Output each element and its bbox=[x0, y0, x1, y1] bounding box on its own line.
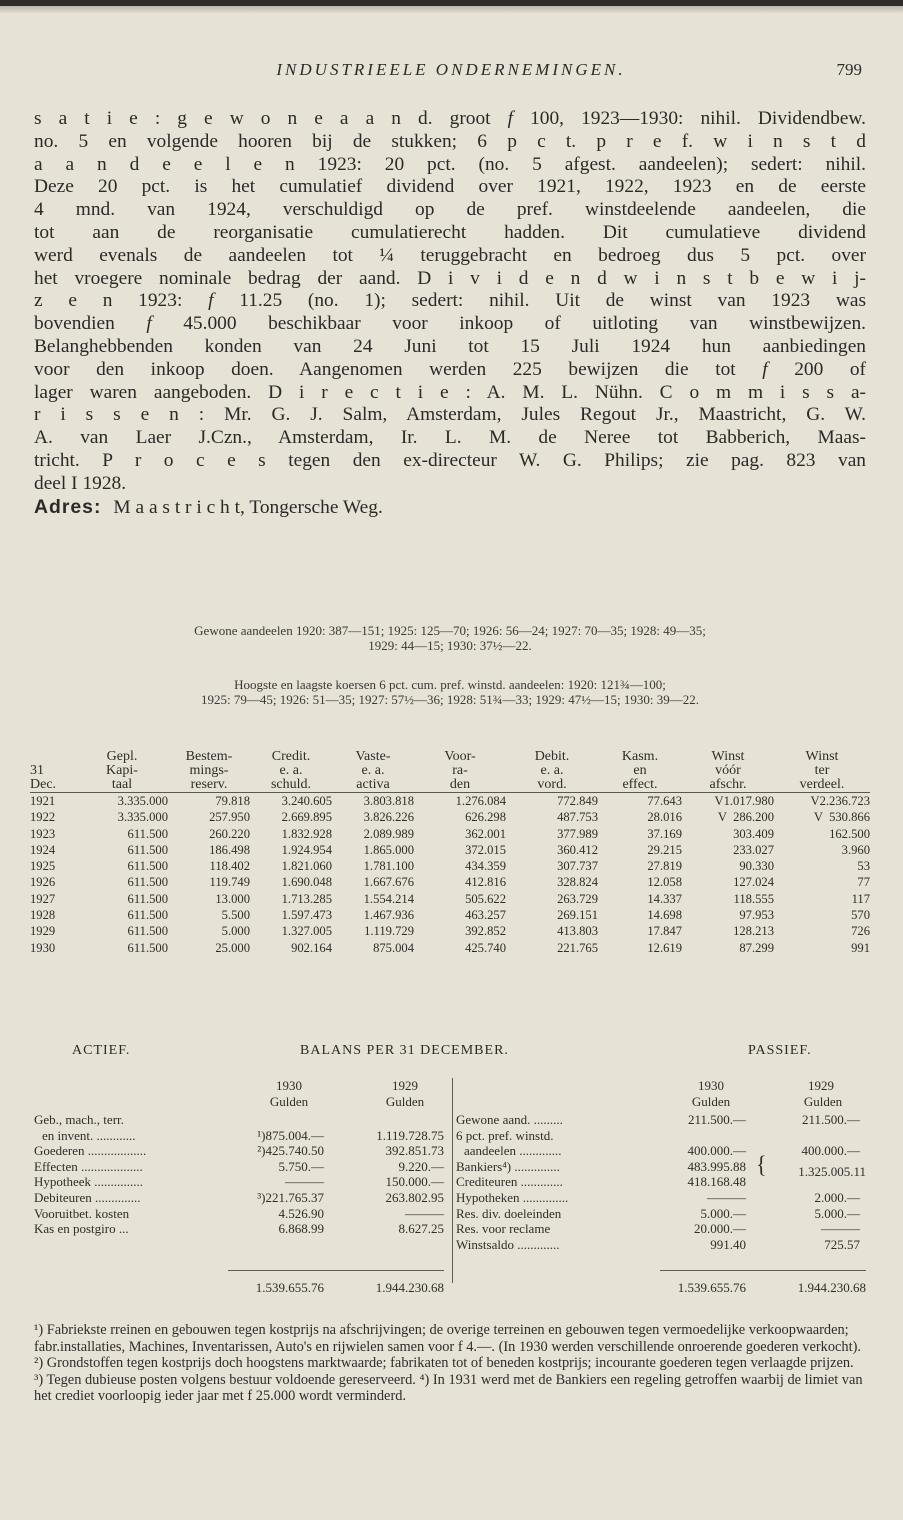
table-cell: 260.220 bbox=[209, 826, 250, 841]
balans-row bbox=[34, 1174, 454, 1189]
footnotes: ¹) Fabriekste rreinen en gebouwen tegen kostprijs na afschrijvingen; de overige terreinen en gebouwen tegen vermoedelijke verkoopwaarden; fabr.installaties, Machines, Inventarissen, Auto's en rijwielen samen voor f 4.—. (In 1930 werden verschillende onroerende goederen verkocht). ²) Grondstoffen tegen kostprijs doch hoogstens marktwaarde; fabrikaten tot of beneden kostprijs; incourante goederen tegen verlaagde prijzen. ³) Tegen dubieuse posten volgens bestuur voldoende gereserveerd. ⁴) In 1931 werd met de Bankiers een regeling getroffen waarbij de limiet van het crediet voorloopig ieder jaar met f 25.000 wordt verminderd. bbox=[34, 1322, 863, 1404]
table-cell: 611.500 bbox=[127, 875, 168, 890]
table-cell: 1.276.084 bbox=[455, 794, 506, 808]
body-line bbox=[34, 450, 866, 473]
actief-total-1929: 1.944.230.68 bbox=[375, 1280, 444, 1295]
body-line bbox=[34, 154, 866, 177]
body-text-segment: 4 mnd. van 1924, verschuldigd op de pref. winstdeelende aandeelen, die bbox=[34, 199, 866, 221]
body-text-segment: 45.000 beschikbaar voor inkoop of uitloting van winstbewijzen. bbox=[151, 313, 866, 335]
balans-row bbox=[34, 1190, 454, 1205]
table-cell: 1.924.954 bbox=[281, 842, 332, 857]
table-cell: 505.622 bbox=[465, 891, 506, 906]
body-text-segment: f bbox=[762, 358, 768, 380]
body-text-segment: A. van Laer J.Czn., Amsterdam, Ir. L. M. de Neree tot Babberich, Maas- bbox=[34, 427, 866, 449]
table-cell: 14.698 bbox=[647, 908, 682, 923]
table-year-cell: 1921 bbox=[30, 794, 56, 808]
table-year-cell: 1926 bbox=[30, 875, 56, 890]
balans-label: Gewone aand. ......... bbox=[456, 1112, 563, 1127]
body-line bbox=[34, 199, 866, 222]
table-cell: 377.989 bbox=[557, 826, 598, 841]
table-row bbox=[30, 826, 870, 842]
balans-label: 6 pct. pref. winstd. bbox=[456, 1127, 554, 1143]
body-line bbox=[34, 313, 866, 336]
body-line bbox=[34, 382, 866, 405]
table-cell: 425.740 bbox=[465, 940, 506, 955]
table-header-cell: Kasm. bbox=[621, 749, 659, 764]
balans-value-1929: 400.000.— bbox=[801, 1143, 860, 1159]
table-cell: 1.597.473 bbox=[281, 908, 332, 923]
table-cell: V 530.866 bbox=[813, 810, 870, 825]
table-header-cell: verdeel. bbox=[774, 778, 870, 793]
balans-row bbox=[456, 1206, 870, 1221]
body-line bbox=[34, 268, 866, 291]
body-text-segment: 11.25 (no. 1); sedert: nihil. Uit de winst van 1923 was bbox=[213, 290, 866, 312]
balans-value-1930: 20.000.— bbox=[694, 1221, 746, 1237]
table-cell: 263.729 bbox=[557, 891, 598, 906]
balans-row bbox=[34, 1112, 454, 1127]
table-year-cell: 1927 bbox=[30, 891, 56, 906]
koersen-pref-line2: 1925: 79—45; 1926: 51—35; 1927: 57½—36; 1928: 51¾—33; 1929: 47½—15; 1930: 39—22. bbox=[201, 692, 699, 707]
balans-value-1929: ——— bbox=[821, 1221, 860, 1237]
table-row bbox=[30, 842, 870, 858]
table-cell: 413.803 bbox=[557, 924, 598, 939]
body-text-segment: Belanghebbenden konden van 24 Juni tot 15 Juli 1924 hun aanbiedingen bbox=[34, 335, 866, 357]
table-header-cell: Winst bbox=[711, 749, 745, 764]
table-year-cell: 1929 bbox=[30, 924, 56, 939]
table-header-cell: activa bbox=[332, 778, 414, 793]
table-year-cell: 1925 bbox=[30, 859, 56, 874]
body-text-segment: groot bbox=[432, 108, 508, 129]
balans-label: Hypotheek ............... bbox=[34, 1174, 144, 1190]
table-header-cell: mings- bbox=[189, 763, 229, 778]
table-header-cell: Credit. bbox=[271, 749, 311, 764]
balans-label: Debiteuren .............. bbox=[34, 1190, 141, 1205]
table-header-cell: schuld. bbox=[250, 778, 332, 793]
passief-unit-1929: Gulden bbox=[803, 1094, 843, 1109]
body-text-segment: 200 of bbox=[767, 358, 866, 380]
table-cell: 1.467.936 bbox=[363, 908, 414, 923]
bankiers-crediteuren-1929: 1.325.005.11 bbox=[798, 1164, 866, 1179]
scan-top-shade bbox=[0, 6, 903, 14]
actief-total-rule bbox=[228, 1270, 444, 1271]
table-row bbox=[30, 940, 870, 956]
table-cell: V2.236.723 bbox=[810, 794, 870, 808]
balans-title: BALANS PER 31 DECEMBER. bbox=[300, 1043, 509, 1058]
table-header-cell: Winst bbox=[805, 749, 839, 764]
body-text-segment: deel I 1928. bbox=[34, 472, 127, 494]
table-header-cell: den bbox=[414, 778, 506, 793]
table-cell: 17.847 bbox=[647, 924, 682, 939]
table-header-cell: Bestem- bbox=[185, 749, 233, 764]
balans-label: aandeelen ............. bbox=[464, 1143, 562, 1159]
table-cell: 1.781.100 bbox=[363, 859, 414, 874]
table-cell: 1.119.729 bbox=[364, 924, 414, 939]
table-cell: 117 bbox=[851, 891, 870, 906]
table-cell: 119.749 bbox=[209, 875, 250, 890]
body-text-segment: 1923: bbox=[112, 290, 209, 312]
passief-year-1929: 1929 bbox=[808, 1078, 834, 1093]
table-cell: V1.017.980 bbox=[714, 794, 774, 808]
body-text-segment: lager waren aangeboden. bbox=[34, 381, 252, 403]
balans-value-1929: 211.500.— bbox=[801, 1112, 860, 1127]
table-header-cell: Dec. bbox=[30, 778, 76, 793]
table-header-cell: e. a. bbox=[540, 763, 564, 778]
table-cell: 12.619 bbox=[647, 940, 682, 955]
page-header bbox=[36, 60, 866, 84]
table-cell: 90.330 bbox=[739, 859, 774, 874]
table-header-cell: afschr. bbox=[682, 778, 774, 793]
table-header-cell: Voor- bbox=[444, 749, 476, 764]
table-cell: 1.327.005 bbox=[281, 924, 332, 939]
table-cell: 29.215 bbox=[647, 842, 682, 857]
body-line bbox=[34, 222, 866, 245]
balans-value-1930: 211.500.— bbox=[687, 1112, 746, 1127]
balans-value-1929: 5.000.— bbox=[814, 1205, 860, 1221]
body-text-segment: 100, 1923—1930: nihil. Dividendbew. bbox=[513, 108, 866, 129]
table-cell: 570 bbox=[851, 908, 870, 923]
body-text-segment: Mr. G. J. Salm, Amsterdam, Jules Regout Jr., Maastricht, G. W. bbox=[204, 404, 867, 426]
table-header-cell bbox=[30, 750, 76, 764]
table-cell: 5.500 bbox=[221, 908, 250, 923]
balans-value-1930: 400.000.— bbox=[687, 1143, 746, 1159]
passief-unit-1930: Gulden bbox=[691, 1094, 731, 1109]
body-line bbox=[34, 359, 866, 382]
table-row bbox=[30, 907, 870, 923]
balans-value-1929: 1.119.728.75 bbox=[376, 1127, 444, 1143]
balans-label: Hypotheken .............. bbox=[456, 1190, 569, 1205]
table-cell: 611.500 bbox=[127, 924, 168, 939]
body-text-segment: z e n bbox=[34, 290, 113, 312]
table-cell: 127.024 bbox=[733, 875, 774, 890]
adres-street: Tongersche Weg. bbox=[244, 496, 383, 518]
koersen-pref bbox=[34, 677, 866, 707]
table-header-cell: reserv. bbox=[168, 778, 250, 793]
table-cell: 611.500 bbox=[127, 826, 168, 841]
table-header-cell: ter bbox=[814, 763, 830, 778]
table-cell: 118.555 bbox=[733, 891, 774, 906]
adres-label: Adres: bbox=[34, 495, 102, 518]
table-cell: 307.737 bbox=[557, 859, 598, 874]
table-cell: 28.016 bbox=[647, 810, 682, 825]
body-text-segment: p c t. bbox=[486, 130, 577, 152]
table-cell: 269.151 bbox=[557, 908, 598, 923]
balans-value-1929: 725.57 bbox=[824, 1236, 860, 1252]
table-cell: 77.643 bbox=[647, 794, 682, 808]
table-cell: 1.713.285 bbox=[281, 891, 332, 906]
body-line bbox=[34, 427, 866, 450]
table-cell: 162.500 bbox=[829, 826, 870, 841]
balans-label: Crediteuren ............. bbox=[456, 1174, 563, 1190]
table-row bbox=[30, 858, 870, 874]
koersen-gewone-line2: 1929: 44—15; 1930: 37½—22. bbox=[368, 638, 532, 653]
table-cell: 3.826.226 bbox=[363, 810, 414, 825]
table-cell: 611.500 bbox=[127, 891, 168, 906]
balans-value-1930: 5.750.— bbox=[278, 1158, 324, 1174]
adres-line bbox=[34, 496, 866, 520]
balans-row bbox=[456, 1221, 870, 1236]
balans-label: Effecten ................... bbox=[34, 1158, 143, 1174]
table-cell: 97.953 bbox=[739, 908, 774, 923]
table-year-cell: 1924 bbox=[30, 842, 56, 857]
actief-unit-1930: Gulden bbox=[269, 1094, 309, 1109]
body-line bbox=[34, 131, 866, 154]
balans-label: Vooruitbet. kosten bbox=[34, 1205, 130, 1221]
table-cell: 328.824 bbox=[557, 875, 598, 890]
body-line bbox=[34, 108, 866, 131]
table-cell: 487.753 bbox=[557, 810, 598, 825]
body-text-segment: tricht. bbox=[34, 449, 80, 471]
balans-row bbox=[456, 1112, 870, 1127]
table-cell: 77 bbox=[857, 875, 870, 890]
table-cell: 303.409 bbox=[733, 826, 774, 841]
brace-symbol: { bbox=[756, 1150, 767, 1179]
table-cell: 3.335.000 bbox=[117, 810, 168, 825]
balans-actief bbox=[34, 1078, 454, 1298]
balans-passief bbox=[456, 1078, 870, 1298]
table-year-cell: 1930 bbox=[30, 940, 56, 955]
table-cell: 53 bbox=[857, 859, 870, 874]
balans-header bbox=[30, 1043, 870, 1063]
balans-label: Res. voor reclame bbox=[456, 1221, 551, 1237]
table-cell: 79.818 bbox=[215, 794, 250, 808]
balans-row bbox=[456, 1237, 870, 1252]
balans-value-1930: 6.868.99 bbox=[278, 1221, 324, 1237]
balans-label: en invent. ............ bbox=[42, 1127, 136, 1143]
body-text-segment: voor den inkoop doen. Aangenomen werden 225 bewijzen die tot bbox=[34, 358, 763, 380]
balans-label: Geb., mach., terr. bbox=[34, 1112, 124, 1127]
table-cell: 1.667.676 bbox=[363, 875, 414, 890]
table-cell: 3.335.000 bbox=[117, 794, 168, 808]
balans-row bbox=[456, 1128, 870, 1143]
body-text-segment: no. 5 en volgende hooren bij de stukken; 6 bbox=[34, 130, 487, 152]
table-cell: 128.213 bbox=[733, 924, 774, 939]
adres-city: M a a s t r i c h t, bbox=[113, 496, 245, 518]
body-text-segment: D i v i d e n d w i n s t b e w i j- bbox=[400, 267, 866, 289]
balans-row bbox=[34, 1206, 454, 1221]
balans-row bbox=[456, 1190, 870, 1205]
table-cell: 87.299 bbox=[739, 940, 774, 955]
financial-table bbox=[30, 750, 870, 956]
table-header-cell: ra- bbox=[452, 763, 468, 778]
balans-row bbox=[34, 1159, 454, 1174]
actief-unit-1929: Gulden bbox=[385, 1094, 425, 1109]
body-text-segment: A. M. L. Nühn. bbox=[470, 381, 643, 403]
table-cell: 221.765 bbox=[557, 940, 598, 955]
balans-value-1930: 5.000.— bbox=[700, 1205, 746, 1221]
table-cell: 611.500 bbox=[127, 908, 168, 923]
koersen-gewone-line1: Gewone aandeelen 1920: 387—151; 1925: 125—70; 1926: 56—24; 1927: 70—35; 1928: 49—35; bbox=[194, 623, 706, 638]
table-header-cell: Debit. bbox=[534, 749, 570, 764]
body-text-segment: w i n s t d bbox=[693, 130, 866, 152]
body-line bbox=[34, 336, 866, 359]
table-cell: 1.832.928 bbox=[281, 826, 332, 841]
table-cell: 372.015 bbox=[465, 842, 506, 857]
table-cell: 875.004 bbox=[373, 940, 414, 955]
passief-total-1930: 1.539.655.76 bbox=[677, 1280, 746, 1295]
passief-total-1929: 1.944.230.68 bbox=[797, 1280, 866, 1295]
table-cell: 27.819 bbox=[647, 859, 682, 874]
table-cell: 233.027 bbox=[733, 842, 774, 857]
body-text-segment: f bbox=[507, 108, 514, 129]
balans-label: Goederen .................. bbox=[34, 1143, 147, 1159]
table-cell: 2.669.895 bbox=[281, 810, 332, 825]
table-cell: 12.058 bbox=[647, 875, 682, 890]
table-row bbox=[30, 891, 870, 907]
balans-value-1930: 4.526.90 bbox=[278, 1205, 324, 1221]
table-cell: 118.402 bbox=[209, 859, 250, 874]
table-cell: 1.554.214 bbox=[363, 891, 414, 906]
body-text-segment: a a n d e e l e n bbox=[34, 153, 295, 175]
table-row bbox=[30, 923, 870, 939]
page-number: 799 bbox=[836, 60, 862, 79]
body-text-segment: p r e f. bbox=[576, 130, 694, 152]
table-header-cell: effect. bbox=[598, 778, 682, 793]
balans-row bbox=[34, 1143, 454, 1158]
table-row bbox=[30, 793, 870, 810]
table-cell: 3.960 bbox=[841, 842, 870, 857]
table-cell: 3.240.605 bbox=[281, 794, 332, 808]
balans-value-1930: 483.995.88 bbox=[687, 1158, 746, 1174]
body-line bbox=[34, 290, 866, 313]
actief-year-1929: 1929 bbox=[392, 1078, 418, 1093]
table-cell: 1.865.000 bbox=[363, 842, 414, 857]
table-header-cell: vóór bbox=[715, 763, 741, 778]
table-cell: 991 bbox=[851, 940, 870, 955]
body-text-segment: 1923: 20 pct. (no. 5 afgest. aandeelen); sedert: nihil. bbox=[294, 153, 866, 175]
balans-value-1929: 150.000.— bbox=[385, 1174, 444, 1190]
table-cell: 2.089.989 bbox=[363, 826, 414, 841]
body-text-segment: tegen den ex-directeur W. G. Philips; zie pag. 823 van bbox=[265, 449, 866, 471]
table-cell: 611.500 bbox=[127, 842, 168, 857]
balans-value-1930: ¹)875.004.— bbox=[257, 1127, 324, 1143]
balans-label: Winstsaldo ............. bbox=[456, 1236, 560, 1252]
body-text-segment: s a t i e : bbox=[34, 108, 161, 129]
table-header-cell: 31 bbox=[30, 763, 44, 778]
koersen-gewone bbox=[34, 623, 866, 653]
running-title: INDUSTRIEELE ONDERNEMINGEN. bbox=[276, 60, 626, 79]
table-header-cell: e. a. bbox=[361, 763, 385, 778]
body-line bbox=[34, 404, 866, 427]
body-text-segment: het vroegere nominale bedrag der aand. bbox=[34, 267, 401, 289]
balans-value-1929: 2.000.— bbox=[814, 1190, 860, 1205]
body-text-segment: g e w o n e a a n d. bbox=[160, 108, 433, 129]
balans-value-1929: 9.220.— bbox=[398, 1158, 444, 1174]
table-cell: V 286.200 bbox=[717, 810, 774, 825]
table-row bbox=[30, 809, 870, 825]
table-cell: 412.816 bbox=[465, 875, 506, 890]
table-cell: 772.849 bbox=[557, 794, 598, 808]
actief-year-1930: 1930 bbox=[276, 1078, 302, 1093]
table-cell: 726 bbox=[851, 924, 870, 939]
body-text-segment: D i r e c t i e : bbox=[251, 381, 471, 403]
body-text-segment: P r o c e s bbox=[79, 449, 266, 471]
balans-value-1930: ²)425.740.50 bbox=[257, 1143, 324, 1159]
table-header-cell: taal bbox=[76, 778, 168, 793]
body-text-segment: bovendien bbox=[34, 313, 147, 335]
table-year-cell: 1928 bbox=[30, 908, 56, 923]
table-cell: 611.500 bbox=[127, 940, 168, 955]
balans-row bbox=[34, 1128, 454, 1143]
table-header-cell: e. a. bbox=[279, 763, 303, 778]
balans-value-1929: 263.802.95 bbox=[385, 1190, 444, 1205]
balans-label: Res. div. doeleinden bbox=[456, 1205, 562, 1221]
balans-value-1930: ³)221.765.37 bbox=[257, 1190, 324, 1205]
table-cell: 1.821.060 bbox=[281, 859, 332, 874]
balans-row bbox=[34, 1221, 454, 1236]
table-cell: 25.000 bbox=[215, 940, 250, 955]
body-line bbox=[34, 176, 866, 199]
table-header-cell: en bbox=[633, 763, 647, 778]
body-line bbox=[34, 473, 866, 496]
table-cell: 362.001 bbox=[465, 826, 506, 841]
table-cell: 360.412 bbox=[557, 842, 598, 857]
balans-value-1929: 8.627.25 bbox=[398, 1221, 444, 1237]
table-cell: 5.000 bbox=[221, 924, 250, 939]
table-year-cell: 1922 bbox=[30, 810, 56, 825]
table-header-cell: Kapi- bbox=[106, 763, 138, 778]
actief-total-1930: 1.539.655.76 bbox=[255, 1280, 324, 1295]
table-header-cell: Vaste- bbox=[355, 749, 391, 764]
table-cell: 902.164 bbox=[291, 940, 332, 955]
table-cell: 13.000 bbox=[215, 891, 250, 906]
table-cell: 186.498 bbox=[209, 842, 250, 857]
table-header-cell: vord. bbox=[506, 778, 598, 793]
table-cell: 14.337 bbox=[647, 891, 682, 906]
table-cell: 626.298 bbox=[465, 810, 506, 825]
table-row bbox=[30, 874, 870, 890]
balans-divider bbox=[452, 1078, 453, 1283]
body-line bbox=[34, 245, 866, 268]
balans-value-1929: 392.851.73 bbox=[385, 1143, 444, 1159]
body-text-segment: r i s s e n : bbox=[34, 404, 205, 426]
body-text-segment: Deze 20 pct. is het cumulatief dividend over 1921, 1922, 1923 en de eerste bbox=[34, 176, 866, 198]
table-cell: 37.169 bbox=[647, 826, 682, 841]
table-cell: 463.257 bbox=[465, 908, 506, 923]
body-text-segment: werd evenals de aandeelen tot ¼ teruggebracht en bedroeg dus 5 pct. over bbox=[34, 244, 866, 266]
table-cell: 434.359 bbox=[465, 859, 506, 874]
passief-title: PASSIEF. bbox=[748, 1043, 812, 1058]
balans-value-1930: ——— bbox=[285, 1174, 324, 1190]
body-text-segment: C o m m i s s a- bbox=[642, 381, 867, 403]
koersen-pref-line1: Hoogste en laagste koersen 6 pct. cum. pref. winstd. aandeelen: 1920: 121¾—100; bbox=[234, 677, 666, 692]
balans-value-1930: 991.40 bbox=[710, 1236, 746, 1252]
table-header-cell: Gepl. bbox=[106, 749, 138, 764]
balans-value-1929: ——— bbox=[405, 1205, 444, 1221]
body-text-segment: f bbox=[208, 290, 214, 312]
table-cell: 257.950 bbox=[209, 810, 250, 825]
table-cell: 611.500 bbox=[127, 859, 168, 874]
balans-label: Kas en postgiro ... bbox=[34, 1221, 129, 1237]
table-cell: 392.852 bbox=[465, 924, 506, 939]
body-text-segment: tot aan de reorganisatie cumulatierecht hadden. Dit cumulatieve dividend bbox=[34, 221, 866, 243]
balans-value-1930: 418.168.48 bbox=[687, 1174, 746, 1190]
table-year-cell: 1923 bbox=[30, 826, 56, 841]
table-cell: 1.690.048 bbox=[281, 875, 332, 890]
company-description bbox=[34, 108, 866, 519]
body-text-segment: f bbox=[146, 313, 152, 335]
balans-value-1930: ——— bbox=[707, 1190, 746, 1205]
passief-year-1930: 1930 bbox=[698, 1078, 724, 1093]
actief-title: ACTIEF. bbox=[72, 1043, 131, 1058]
balans-label: Bankiers⁴) .............. bbox=[456, 1158, 560, 1174]
table-cell: 3.803.818 bbox=[363, 794, 414, 808]
